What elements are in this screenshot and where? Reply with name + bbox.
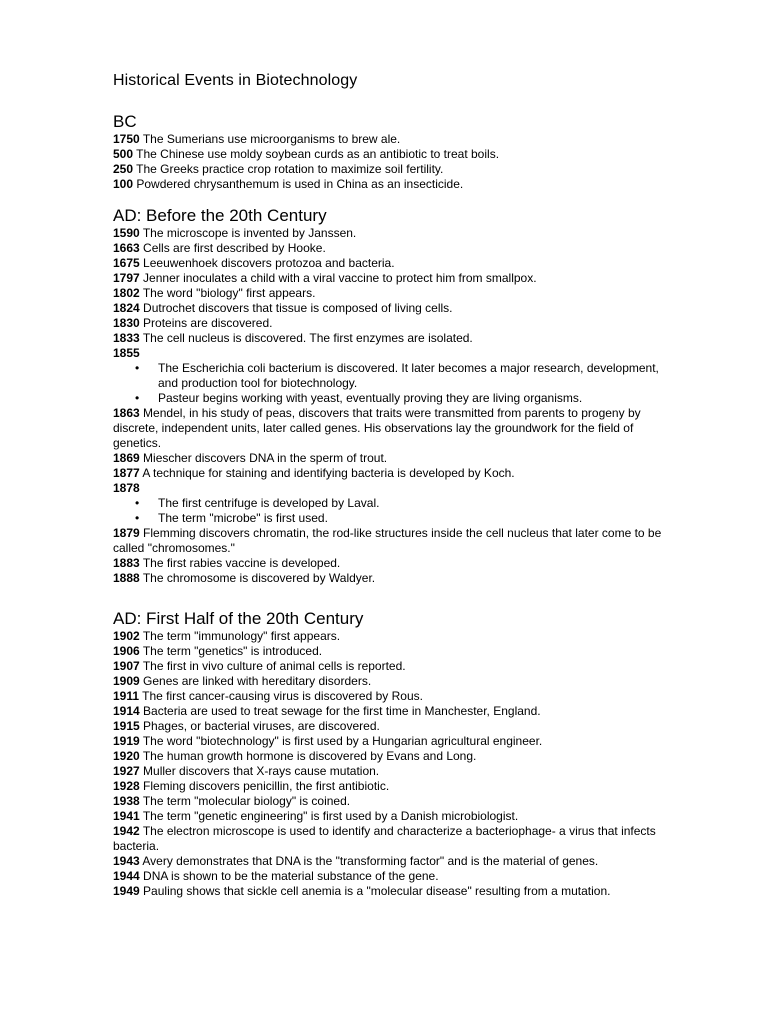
entry-text: Bacteria are used to treat sewage for the first time in Manchester, England. — [143, 704, 541, 718]
entry-year: 1941 — [113, 809, 140, 823]
timeline-entry — [113, 316, 668, 331]
timeline-entry — [113, 481, 668, 496]
timeline-entry — [113, 824, 668, 854]
timeline-entry — [113, 241, 668, 256]
bullet-icon: • — [135, 496, 140, 510]
entry-year: 1928 — [113, 779, 140, 793]
timeline-entry — [113, 271, 668, 286]
timeline-entry — [113, 346, 668, 361]
timeline-entry — [113, 719, 668, 734]
section-heading: AD: Before the 20th Century — [113, 206, 327, 225]
timeline-entry — [113, 301, 668, 316]
entry-text: The word "biotechnology" is first used by a Hungarian agricultural engineer. — [142, 734, 543, 748]
entry-year: 1883 — [113, 556, 140, 570]
timeline-entry — [113, 869, 668, 884]
entry-text: The first cancer-causing virus is discovered by Rous. — [142, 689, 423, 703]
entry-sublist — [113, 496, 668, 526]
entry-year: 1663 — [113, 241, 140, 255]
timeline-entry — [113, 132, 668, 147]
timeline-section — [113, 608, 668, 899]
timeline-entry — [113, 884, 668, 899]
entry-subitem — [135, 391, 668, 406]
entry-year: 1824 — [113, 301, 140, 315]
entry-text: The word "biology" first appears. — [142, 286, 316, 300]
subitem-text: Pasteur begins working with yeast, eventually proving they are living organisms. — [158, 391, 583, 405]
entry-year: 100 — [113, 177, 134, 191]
entry-text: Muller discovers that X-rays cause mutation. — [143, 764, 380, 778]
timeline-entry — [113, 659, 668, 674]
timeline-entry — [113, 644, 668, 659]
timeline-entry — [113, 466, 668, 481]
timeline-entry — [113, 526, 668, 556]
entry-year: 1919 — [113, 734, 140, 748]
entry-year: 1914 — [113, 704, 140, 718]
entry-text: Genes are linked with hereditary disorders. — [143, 674, 372, 688]
entry-subitem — [135, 361, 668, 391]
timeline-entry — [113, 854, 668, 869]
timeline-entry — [113, 734, 668, 749]
timeline-entry — [113, 571, 668, 586]
timeline-entry — [113, 286, 668, 301]
entry-text: Flemming discovers chromatin, the rod-like structures inside the cell nucleus that later come to be called "chromosomes." — [113, 526, 662, 555]
entry-text: The microscope is invented by Janssen. — [142, 226, 357, 240]
entry-text: Pauling shows that sickle cell anemia is a "molecular disease" resulting from a mutation. — [143, 884, 611, 898]
timeline-entry — [113, 749, 668, 764]
subitem-text: The Escherichia coli bacterium is discovered. It later becomes a major research, development, and production tool for biotechnology. — [158, 361, 659, 390]
entry-text: The Sumerians use microorganisms to brew ale. — [142, 132, 401, 146]
entry-text: The term "genetic engineering" is first used by a Danish microbiologist. — [142, 809, 519, 823]
entry-text: Dutrochet discovers that tissue is composed of living cells. — [143, 301, 453, 315]
entry-year: 1938 — [113, 794, 140, 808]
entry-year: 1920 — [113, 749, 140, 763]
entry-subitem — [135, 511, 668, 526]
timeline-entry — [113, 451, 668, 466]
timeline-sections — [113, 111, 668, 899]
section-heading: AD: First Half of the 20th Century — [113, 609, 364, 628]
entry-text: The term "genetics" is introduced. — [142, 644, 323, 658]
timeline-entry — [113, 406, 668, 451]
entry-year: 1590 — [113, 226, 140, 240]
entry-sublist — [113, 361, 668, 406]
entry-year: 1949 — [113, 884, 140, 898]
entry-year: 1863 — [113, 406, 140, 420]
timeline-entry — [113, 764, 668, 779]
timeline-entry — [113, 147, 668, 162]
timeline-entry — [113, 629, 668, 644]
entry-text: The human growth hormone is discovered by Evans and Long. — [142, 749, 477, 763]
entry-year: 250 — [113, 162, 134, 176]
entry-year: 1943 — [113, 854, 140, 868]
timeline-entry — [113, 779, 668, 794]
timeline-entry — [113, 794, 668, 809]
entry-year: 1878 — [113, 481, 140, 495]
entry-year: 1915 — [113, 719, 140, 733]
entry-year: 1797 — [113, 271, 140, 285]
entry-text: Mendel, in his study of peas, discovers that traits were transmitted from parents to progeny by discrete, independent units, later called genes. His observations lay the groundwork for the field of genetics. — [113, 406, 641, 450]
bullet-icon: • — [135, 391, 140, 405]
entry-year: 1927 — [113, 764, 140, 778]
entry-year: 1750 — [113, 132, 140, 146]
entry-text: Phages, or bacterial viruses, are discovered. — [143, 719, 380, 733]
timeline-entry — [113, 226, 668, 241]
entry-year: 1888 — [113, 571, 140, 585]
entry-subitem — [135, 496, 668, 511]
entry-year: 1869 — [113, 451, 140, 465]
bullet-icon: • — [135, 511, 140, 525]
entry-year: 1911 — [113, 689, 140, 703]
entry-year: 1877 — [113, 466, 140, 480]
timeline-entry — [113, 556, 668, 571]
entry-year: 1906 — [113, 644, 140, 658]
entry-year: 1833 — [113, 331, 140, 345]
subitem-text: The first centrifuge is developed by Laval. — [158, 496, 380, 510]
entry-text: The chromosome is discovered by Waldyer. — [142, 571, 376, 585]
bullet-icon: • — [135, 361, 140, 375]
timeline-entry — [113, 704, 668, 719]
entry-year: 1879 — [113, 526, 140, 540]
timeline-entry — [113, 331, 668, 346]
timeline-entry — [113, 674, 668, 689]
entry-year: 1675 — [113, 256, 140, 270]
entry-text: Proteins are discovered. — [143, 316, 273, 330]
timeline-entry — [113, 809, 668, 824]
entry-text: The first in vivo culture of animal cells is reported. — [142, 659, 406, 673]
entry-year: 1909 — [113, 674, 140, 688]
entry-text: The term "immunology" first appears. — [142, 629, 341, 643]
entry-text: The Chinese use moldy soybean curds as an antibiotic to treat boils. — [136, 147, 500, 161]
subitem-text: The term "microbe" is first used. — [158, 511, 328, 525]
entry-year: 1907 — [113, 659, 140, 673]
timeline-entry — [113, 256, 668, 271]
entry-year: 1830 — [113, 316, 140, 330]
timeline-section — [113, 111, 668, 192]
entry-text: The electron microscope is used to identify and characterize a bacteriophage- a virus that infects bacteria. — [113, 824, 656, 853]
timeline-entry — [113, 177, 668, 192]
entry-text: Jenner inoculates a child with a viral vaccine to protect him from smallpox. — [143, 271, 537, 285]
document-title: Historical Events in Biotechnology — [113, 72, 358, 89]
entry-text: Cells are first described by Hooke. — [143, 241, 326, 255]
entry-year: 1902 — [113, 629, 140, 643]
entry-text: Powdered chrysanthemum is used in China as an insecticide. — [136, 177, 464, 191]
section-heading: BC — [113, 112, 137, 131]
entry-text: Miescher discovers DNA in the sperm of trout. — [143, 451, 388, 465]
timeline-entry — [113, 162, 668, 177]
entry-text: DNA is shown to be the material substance of the gene. — [143, 869, 439, 883]
entry-year: 1944 — [113, 869, 140, 883]
entry-year: 1855 — [113, 346, 140, 360]
entry-text: The Greeks practice crop rotation to maximize soil fertility. — [136, 162, 444, 176]
entry-text: Avery demonstrates that DNA is the "transforming factor" and is the material of genes. — [142, 854, 599, 868]
entry-text: A technique for staining and identifying bacteria is developed by Koch. — [142, 466, 515, 480]
entry-text: The first rabies vaccine is developed. — [142, 556, 341, 570]
entry-text: Leeuwenhoek discovers protozoa and bacteria. — [143, 256, 395, 270]
timeline-entry — [113, 689, 668, 704]
entry-text: The cell nucleus is discovered. The first enzymes are isolated. — [142, 331, 473, 345]
entry-year: 1802 — [113, 286, 140, 300]
timeline-section — [113, 205, 668, 586]
entry-year: 1942 — [113, 824, 140, 838]
entry-text: Fleming discovers penicillin, the first antibiotic. — [143, 779, 390, 793]
entry-text: The term "molecular biology" is coined. — [142, 794, 351, 808]
entry-year: 500 — [113, 147, 134, 161]
